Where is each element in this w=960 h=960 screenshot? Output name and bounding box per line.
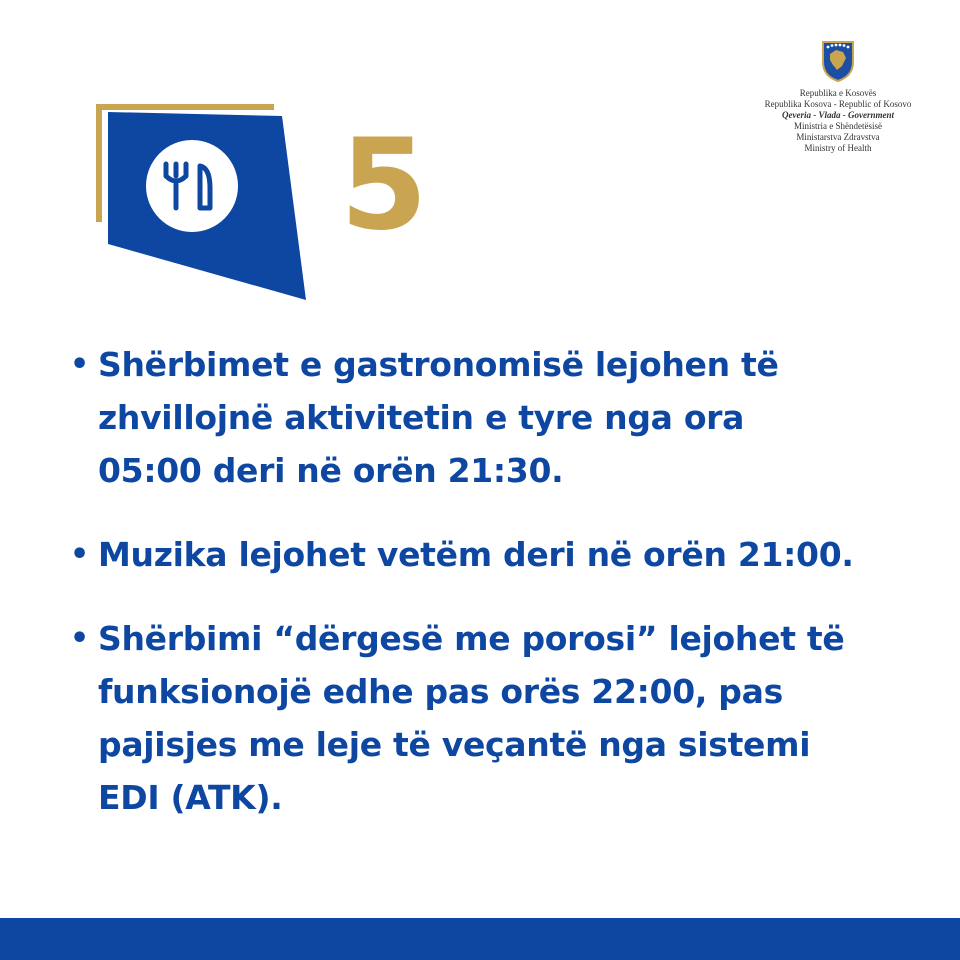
rule-text-line: Shërbimet e gastronomisë lejohen të xyxy=(98,345,779,384)
kosovo-coat-of-arms-icon xyxy=(821,40,855,82)
bullet: • xyxy=(70,347,89,382)
rule-number: 5 xyxy=(340,111,428,258)
logo-line-ministry-sq: Ministria e Shëndetësisë xyxy=(794,121,882,131)
icon-circle xyxy=(146,140,238,232)
footer-band xyxy=(0,918,960,960)
rule-text-line: 05:00 deri në orën 21:30. xyxy=(98,451,564,490)
rule-item-delivery-service xyxy=(70,612,950,824)
logo-line-ministry-en: Ministry of Health xyxy=(804,143,872,153)
rule-text-line: Muzika lejohet vetëm deri në orën 21:00. xyxy=(98,535,854,574)
rule-text-line: EDI (ATK). xyxy=(98,778,283,817)
rule-item-gastronomy-hours xyxy=(70,338,950,497)
bullet: • xyxy=(70,537,89,572)
logo-line-republic-sq: Republika e Kosovës xyxy=(799,88,877,98)
rule-text-line: pajisjes me leje të veçantë nga sistemi xyxy=(98,725,811,764)
logo-line-ministry-sr: Ministarstva Zdravstva xyxy=(796,132,880,142)
bullet: • xyxy=(70,621,89,656)
rule-text-line: Shërbimi “dërgesë me porosi” lejohet të xyxy=(98,619,845,658)
logo-line-government: Qeveria - Vlada - Government xyxy=(782,110,894,120)
logo-line-republic-sr-en: Republika Kosova - Republic of Kosovo xyxy=(764,99,912,109)
rules-list xyxy=(70,338,950,824)
rule-item-music-hours xyxy=(70,528,950,581)
rule-text-line: zhvillojnë aktivitetin e tyre nga ora xyxy=(98,398,745,437)
rule-text-line: funksionojë edhe pas orës 22:00, pas xyxy=(98,672,783,711)
government-logo xyxy=(748,40,928,154)
rule-header-graphic xyxy=(96,104,316,304)
